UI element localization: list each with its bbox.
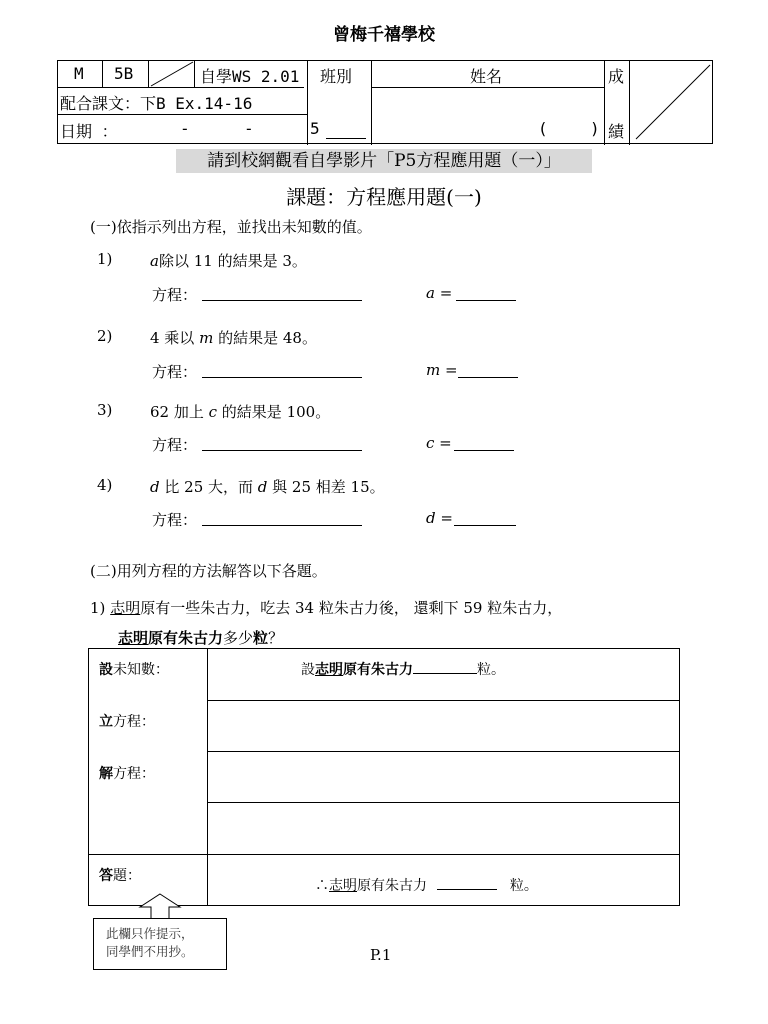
q4-equation-blank[interactable]: [202, 525, 362, 526]
q3-number: 3): [97, 401, 113, 419]
hint-line-2: 同學們不用抄。: [106, 944, 194, 959]
class-number-blank[interactable]: [326, 138, 366, 139]
paren-close: ): [590, 119, 600, 138]
q2-answer-blank[interactable]: [458, 377, 518, 378]
q4-var: d: [150, 478, 160, 496]
p2-q1-line2: [118, 627, 283, 648]
row-assume-label: 設未知數：: [99, 662, 169, 678]
solve-cell-2[interactable]: [209, 804, 677, 853]
q1-answer-label: a =: [426, 284, 453, 302]
q2-var: m: [199, 329, 214, 347]
q1-number: 1): [97, 250, 113, 268]
p2-q1-line1: [90, 597, 562, 618]
q2-post: 的結果是 48。: [213, 329, 317, 347]
up-arrow-icon: [138, 893, 182, 920]
p2-q1-line2-bold2: 粒: [253, 629, 269, 647]
q1-text: [150, 250, 307, 271]
school-title: 曾梅千禧學校: [333, 25, 435, 45]
p2-q1-line2-rest: 多少: [223, 629, 254, 647]
q4-equation-label: 方程：: [152, 511, 198, 529]
date-sep-2: -: [244, 119, 254, 138]
answer-table: [88, 648, 680, 906]
page-number: P.1: [370, 946, 392, 964]
topic-title: 課題：方程應用題(一): [286, 185, 482, 209]
p2-q1-name: 志明: [110, 599, 141, 617]
q1-answer-blank[interactable]: [456, 300, 516, 301]
q3-pre: 62 加上: [150, 403, 209, 421]
q2-number: 2): [97, 327, 113, 345]
q3-equation-blank[interactable]: [202, 450, 362, 451]
answer-blank[interactable]: [437, 889, 497, 890]
q3-answer-blank[interactable]: [454, 450, 514, 451]
hint-box: [93, 918, 227, 970]
p2-q1-line2-name: 志明: [118, 629, 149, 647]
q4-number: 4): [97, 476, 113, 494]
q3-post: 的結果是 100。: [217, 403, 331, 421]
q4-post: 比 25 大，而: [159, 478, 258, 496]
slash-cell: [149, 61, 194, 87]
name-field-label: 姓名: [470, 67, 503, 86]
class-number-prefix: 5: [310, 119, 320, 138]
q2-equation-blank[interactable]: [202, 377, 362, 378]
q1-equation-label: 方程：: [152, 286, 198, 304]
q4-answer-label: d =: [426, 509, 453, 527]
q3-answer-label: c =: [426, 434, 452, 452]
grade-slash: [630, 61, 713, 144]
class-field-label: 班別: [320, 67, 353, 86]
textbook-label: 配合課文：下B Ex.14-16: [60, 94, 253, 113]
q4-var2: d: [257, 478, 268, 496]
hint-line-1: 此欄只作提示，: [106, 926, 194, 941]
grade-label-1: 成: [608, 67, 625, 86]
q4-post2: 與 25 相差 15。: [267, 478, 385, 496]
level-label: M: [74, 64, 84, 83]
part2-title: (二)用列方程的方法解答以下各題。: [90, 562, 327, 580]
q2-answer-label: m =: [426, 361, 458, 379]
p2-q1-line2-q: ？: [268, 629, 284, 647]
q3-text: [150, 401, 330, 422]
q3-equation-label: 方程：: [152, 436, 198, 454]
q2-equation-label: 方程：: [152, 363, 198, 381]
part1-title: (一)依指示列出方程，並找出未知數的值。: [90, 218, 372, 236]
p2-q1-line2-bold: 原有朱古力: [148, 629, 224, 647]
equation-cell[interactable]: [209, 702, 677, 750]
paren-open: (: [538, 119, 548, 138]
q1-equation-blank[interactable]: [202, 300, 362, 301]
header-table: [57, 60, 713, 144]
date-sep-1: -: [180, 119, 190, 138]
assume-content: 設志明原有朱古力 粒。: [301, 662, 505, 678]
q1-post: 除以 11 的結果是 3。: [158, 252, 307, 270]
class-code: 5B: [114, 64, 134, 83]
row-solve-label: 解方程：: [99, 766, 155, 782]
date-label: 日期 ：: [60, 122, 118, 141]
row-answer-label: 答題：: [99, 868, 141, 884]
answer-content: ∴志明原有朱古力 粒。: [315, 878, 538, 894]
video-banner: 請到校網觀看自學影片「P5方程應用題（一）」: [176, 149, 592, 173]
q1-var: a: [150, 252, 159, 270]
solve-cell-1[interactable]: [209, 753, 677, 801]
q3-var: c: [208, 403, 218, 421]
assume-blank[interactable]: [413, 673, 477, 674]
p2-q1-line1-rest: 原有一些朱古力，吃去 34 粒朱古力後， 還剩下 59 粒朱古力，: [140, 599, 563, 617]
p2-q1-number: 1): [90, 599, 106, 617]
grade-label-2: 績: [608, 122, 625, 141]
ws-label: 自學WS 2.01: [200, 67, 300, 86]
q2-pre: 4 乘以: [150, 329, 200, 347]
q4-answer-blank[interactable]: [454, 525, 516, 526]
row-equation-label: 立方程：: [99, 714, 155, 730]
q4-text: [150, 476, 385, 497]
q2-text: [150, 327, 317, 348]
